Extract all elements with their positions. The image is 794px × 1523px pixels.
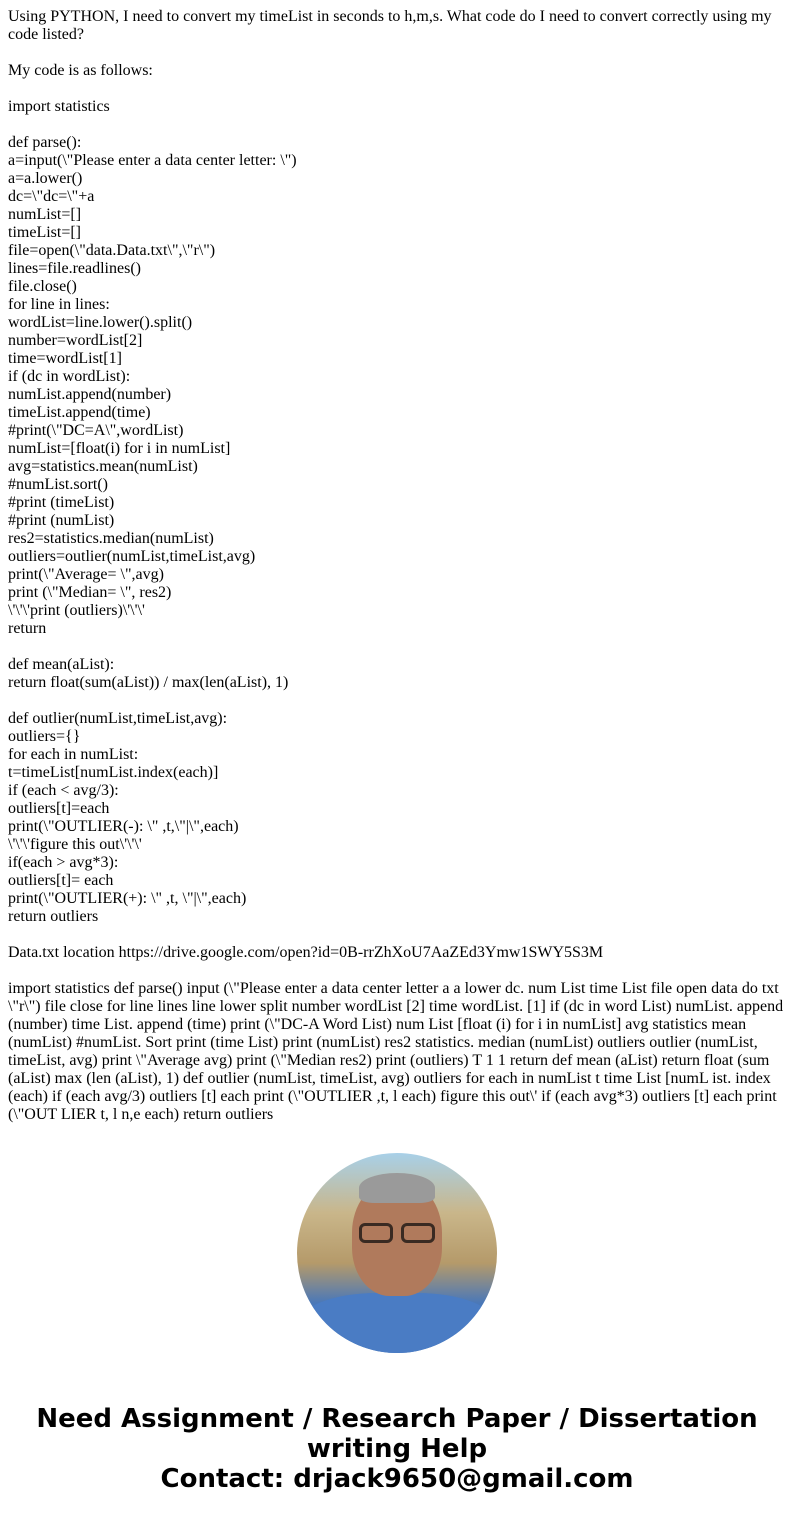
- intro-text: My code is as follows:: [8, 62, 153, 79]
- code-line: def mean(aList):: [8, 656, 115, 673]
- ocr-text: import statistics def parse() input (\"Please enter a data center letter a a lower dc. num List time List file open data do txt \"r\") file close for line lines line lower split number wordList [2] time wordList. [1] if (dc in word List) numList. append (number) time List. append (time) print (\"DC-A Word List) num List [float (i) for i in numList] avg statistics mean (numList) #numList. Sort print (time List) print (numList) res2 statistics. median (numList) outliers outlier (numList, timeList, avg) print \"Average avg) print (\"Median res2) print (outliers) T 1 1 return def mean (aList) return float (sum (aList) max (len (aList), 1) def outlier (numList, timeList, avg) outliers for each in numList t time List [numL ist. index (each) if (each avg/3) outliers [t] each print (\"OUTLIER ,t, l each) figure this out\' if (each avg*3) outliers [t] each print (\"OUT LIER t, l n,e each) return outliers: [8, 980, 784, 1123]
- code-line: #numList.sort(): [8, 476, 108, 493]
- code-line: outliers=outlier(numList,timeList,avg): [8, 548, 256, 565]
- code-line: wordList=line.lower().split(): [8, 314, 193, 331]
- code-line: number=wordList[2]: [8, 332, 143, 349]
- code-line: lines=file.readlines(): [8, 260, 141, 277]
- code-line: def outlier(numList,timeList,avg):: [8, 710, 228, 727]
- code-line: numList.append(number): [8, 386, 172, 403]
- code-line: for line in lines:: [8, 296, 110, 313]
- code-line: timeList.append(time): [8, 404, 151, 421]
- code-line: time=wordList[1]: [8, 350, 122, 367]
- code-mean-block: [8, 656, 786, 692]
- code-line: dc=\"dc=\"+a: [8, 188, 95, 205]
- code-line: if (dc in wordList):: [8, 368, 131, 385]
- footer-line-1: Need Assignment / Research Paper / Dissertation: [36, 1404, 758, 1434]
- code-line: if (each < avg/3):: [8, 782, 119, 799]
- footer-contact: Contact: drjack9650@gmail.com: [160, 1464, 634, 1494]
- code-line: return float(sum(aList)) / max(len(aList), 1): [8, 674, 289, 691]
- code-line: numList=[float(i) for i in numList]: [8, 440, 231, 457]
- import-line: import statistics: [8, 98, 110, 115]
- code-line: return: [8, 620, 47, 637]
- code-parse-block: [8, 134, 786, 638]
- code-line: timeList=[]: [8, 224, 82, 241]
- footer-banner: [0, 1404, 794, 1494]
- question-text: Using PYTHON, I need to convert my timeList in seconds to h,m,s. What code do I need to convert correctly using my code listed?: [8, 8, 772, 43]
- avatar-shirt: [297, 1293, 497, 1353]
- glasses-icon: [355, 1223, 439, 1243]
- code-line: res2=statistics.median(numList): [8, 530, 214, 547]
- code-line: outliers={}: [8, 728, 81, 745]
- code-line: print(\"Average= \",avg): [8, 566, 164, 583]
- code-line: print(\"OUTLIER(+): \" ,t, \"|\",each): [8, 890, 247, 907]
- code-line: #print (timeList): [8, 494, 115, 511]
- footer-line-2: writing Help: [306, 1434, 488, 1464]
- avatar-hair: [359, 1173, 435, 1203]
- code-line: numList=[]: [8, 206, 82, 223]
- code-line: print (\"Median= \", res2): [8, 584, 172, 601]
- code-line: file.close(): [8, 278, 77, 295]
- code-line: #print (numList): [8, 512, 115, 529]
- question-document: [8, 8, 786, 1142]
- data-location: Data.txt location https://drive.google.com/open?id=0B-rrZhXoU7AaZEd3Ymw1SWY5S3M: [8, 944, 604, 961]
- code-line: #print(\"DC=A\",wordList): [8, 422, 184, 439]
- code-line: \'\'\'figure this out\'\'\': [8, 836, 142, 853]
- code-outlier-block: [8, 710, 786, 926]
- code-line: file=open(\"data.Data.txt\",\"r\"): [8, 242, 216, 259]
- code-line: return outliers: [8, 908, 99, 925]
- code-line: \'\'\'print (outliers)\'\'\': [8, 602, 145, 619]
- code-line: outliers[t]= each: [8, 872, 114, 889]
- avatar: [297, 1153, 497, 1353]
- code-line: for each in numList:: [8, 746, 139, 763]
- code-line: a=a.lower(): [8, 170, 83, 187]
- code-line: if(each > avg*3):: [8, 854, 119, 871]
- code-line: t=timeList[numList.index(each)]: [8, 764, 219, 781]
- code-line: avg=statistics.mean(numList): [8, 458, 198, 475]
- code-line: print(\"OUTLIER(-): \" ,t,\"|\",each): [8, 818, 239, 835]
- code-line: a=input(\"Please enter a data center letter: \"): [8, 152, 297, 169]
- code-line: outliers[t]=each: [8, 800, 110, 817]
- code-line: def parse():: [8, 134, 82, 151]
